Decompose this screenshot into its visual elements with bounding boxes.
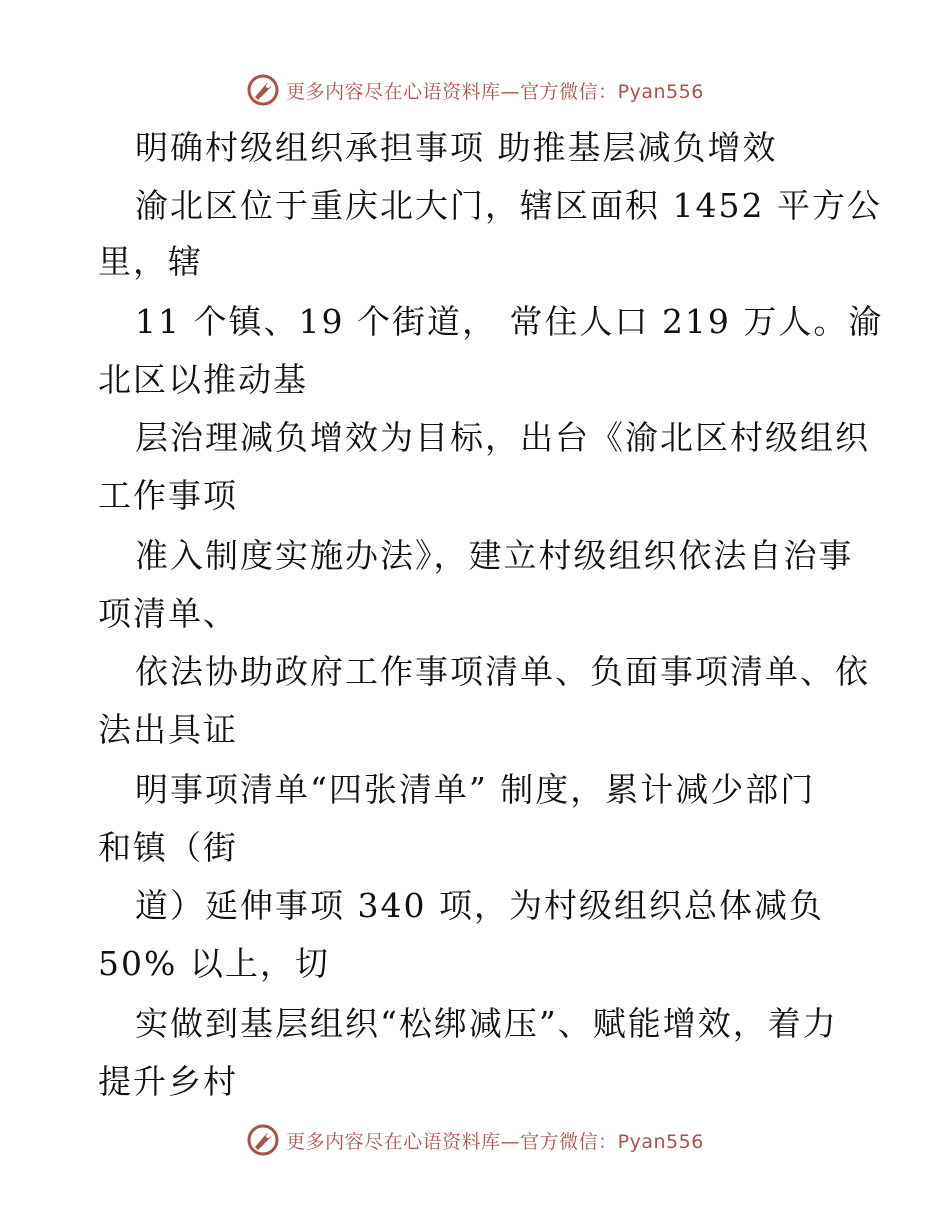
paragraph-line: 依法协助政府工作事项清单、负面事项清单、依 bbox=[135, 652, 870, 691]
header-watermark bbox=[0, 70, 950, 110]
paragraph-line: 项清单、 bbox=[98, 594, 238, 633]
paragraph-line: 法出具证 bbox=[98, 710, 238, 749]
paragraph-line: 11 个镇、19 个街道， 常住人口 219 万人。渝 bbox=[135, 302, 884, 341]
paragraph-line: 道）延伸事项 340 项，为村级组织总体减负 bbox=[135, 886, 824, 925]
paragraph-line: 渝北区位于重庆北大门，辖区面积 1452 平方公 bbox=[135, 186, 882, 225]
footer-watermark bbox=[0, 1120, 950, 1160]
pen-nib-logo-icon bbox=[246, 73, 280, 107]
pen-nib-logo-icon bbox=[246, 1123, 280, 1157]
paragraph-line: 实做到基层组织“松绑减压”、赋能增效，着力 bbox=[135, 1004, 838, 1043]
paragraph-line: 准入制度实施办法》，建立村级组织依法自治事 bbox=[135, 536, 854, 575]
paragraph-line: 层治理减负增效为目标，出台《渝北区村级组织 bbox=[135, 418, 870, 457]
paragraph-line: 工作事项 bbox=[98, 476, 238, 515]
paragraph-line: 里，辖 bbox=[98, 242, 203, 281]
paragraph-line: 50% 以上，切 bbox=[98, 944, 330, 983]
paragraph-line: 北区以推动基 bbox=[98, 360, 308, 399]
paragraph-line: 明事项清单“四张清单” 制度，累计减少部门 bbox=[135, 770, 816, 809]
paragraph-line: 和镇（街 bbox=[98, 828, 238, 867]
watermark-text: 更多内容尽在心语资料库—官方微信：Pyan556 bbox=[286, 80, 704, 103]
document-title: 明确村级组织承担事项 助推基层减负增效 bbox=[135, 128, 778, 167]
paragraph-line: 提升乡村 bbox=[98, 1062, 238, 1101]
watermark-text: 更多内容尽在心语资料库—官方微信：Pyan556 bbox=[286, 1130, 704, 1153]
